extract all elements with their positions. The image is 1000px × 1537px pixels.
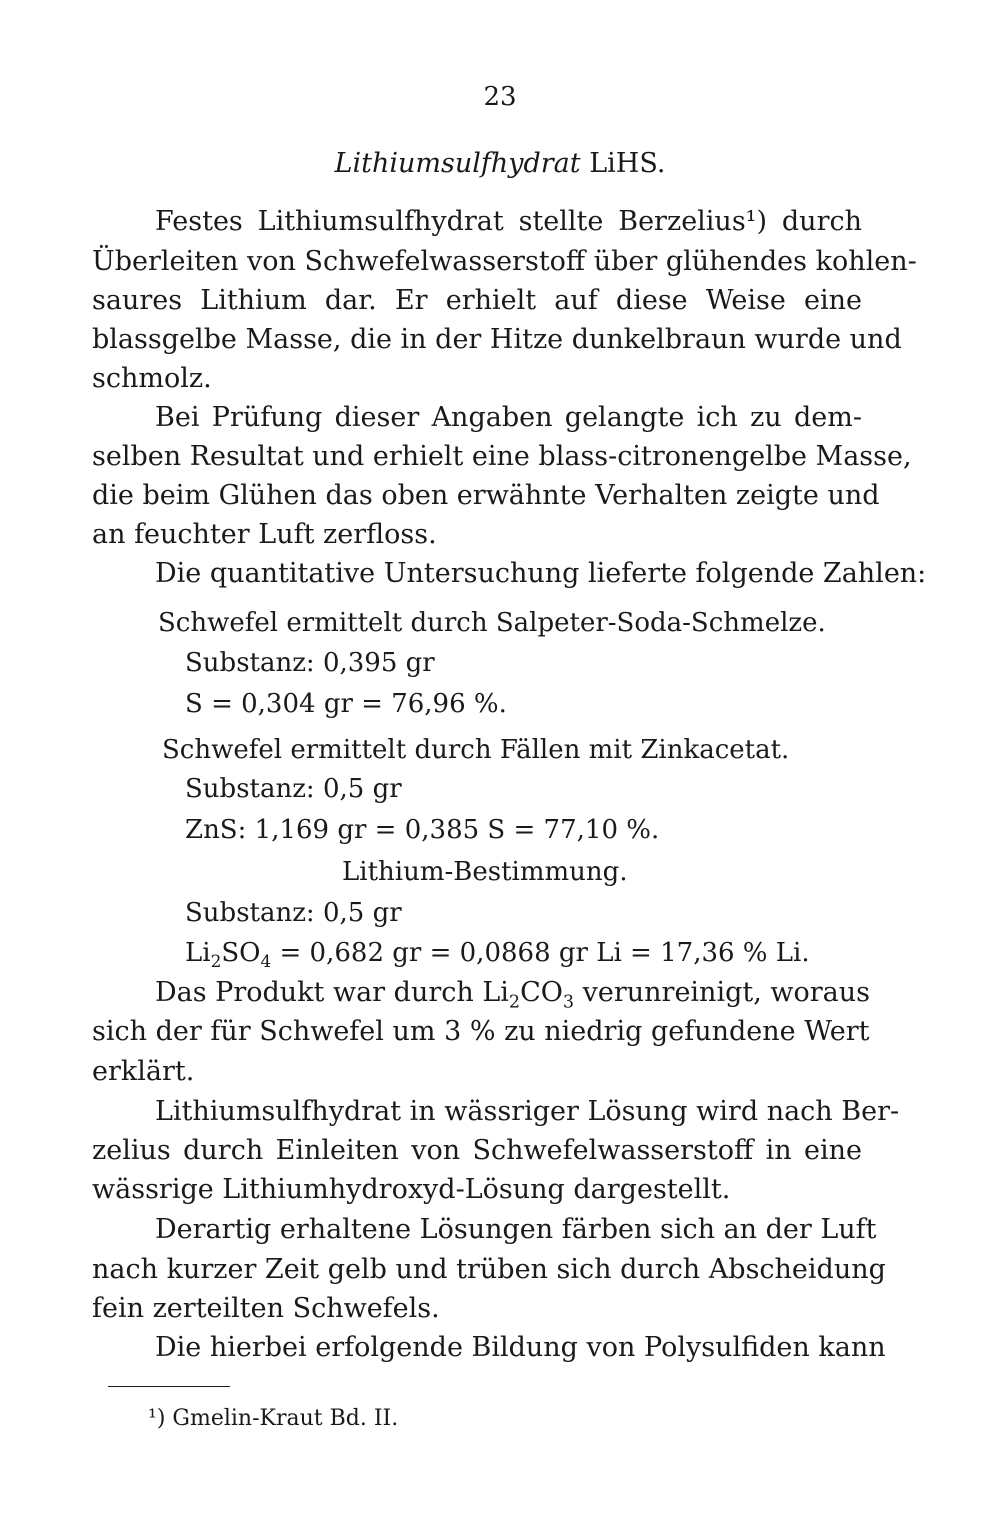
text-line: wässrige Lithiumhydroxyd-Lösung dargestellt. <box>92 1174 731 1205</box>
text-line: saures Lithium dar. Er erhielt auf diese Weise eine <box>92 285 862 316</box>
text-line: blassgelbe Masse, die in der Hitze dunkelbraun wurde und <box>92 324 902 355</box>
text-line: an feuchter Luft zerfloss. <box>92 519 437 550</box>
text-line: die beim Glühen das oben erwähnte Verhalten zeigte und <box>92 480 880 511</box>
text-line: selben Resultat und erhielt eine blass-citronengelbe Masse, <box>92 441 912 472</box>
text-line: Die hierbei erfolgende Bildung von Polysulfiden kann <box>155 1332 886 1363</box>
text-line: zelius durch Einleiten von Schwefelwasserstoff in eine <box>92 1135 862 1166</box>
text-line: Lithiumsulfhydrat in wässriger Lösung wird nach Ber- <box>155 1096 900 1127</box>
substance-1: Substanz: 0,395 gr <box>185 648 435 678</box>
heading-title: Lithiumsulfhydrat <box>334 148 581 179</box>
text-line: erklärt. <box>92 1056 195 1087</box>
page-number: 23 <box>483 82 517 112</box>
heading-formula: LiHS. <box>589 148 666 179</box>
section-heading <box>0 148 1000 179</box>
text-line: Bei Prüfung dieser Angaben gelangte ich zu dem- <box>155 402 862 433</box>
result-1: S = 0,304 gr = 76,96 %. <box>185 689 507 719</box>
text-line: Festes Lithiumsulfhydrat stellte Berzelius¹) durch <box>155 206 862 237</box>
text-line: Die quantitative Untersuchung lieferte folgende Zahlen: <box>155 558 927 589</box>
text-line: nach kurzer Zeit gelb und trüben sich durch Abscheidung <box>92 1254 886 1285</box>
sulfur-method-2: Schwefel ermittelt durch Fällen mit Zinkacetat. <box>162 735 790 765</box>
lithium-heading: Lithium-Bestimmung. <box>342 857 628 887</box>
substance-3: Substanz: 0,5 gr <box>185 898 402 928</box>
sulfur-method-1: Schwefel ermittelt durch Salpeter-Soda-Schmelze. <box>158 608 826 638</box>
text-line: fein zerteilten Schwefels. <box>92 1293 440 1324</box>
text-line: Derartig erhaltene Lösungen färben sich an der Luft <box>155 1214 877 1245</box>
result-2: ZnS: 1,169 gr = 0,385 S = 77,10 %. <box>185 815 660 845</box>
text-line: schmolz. <box>92 363 212 394</box>
result-3: $Li_2SO_4 = 0,682$ gr = 0,0868 gr Li = 17,36 % Li. <box>185 938 810 972</box>
text-line: sich der für Schwefel um 3 % zu niedrig gefundene Wert <box>92 1016 870 1047</box>
footnote-divider <box>108 1386 230 1387</box>
substance-2: Substanz: 0,5 gr <box>185 774 402 804</box>
text-line: Das Produkt war durch $Li_2CO_3$ verunreinigt, woraus <box>155 977 870 1013</box>
text-line: Überleiten von Schwefelwasserstoff über glühendes kohlen- <box>92 246 917 277</box>
footnote: ¹) Gmelin-Kraut Bd. II. <box>148 1406 399 1431</box>
